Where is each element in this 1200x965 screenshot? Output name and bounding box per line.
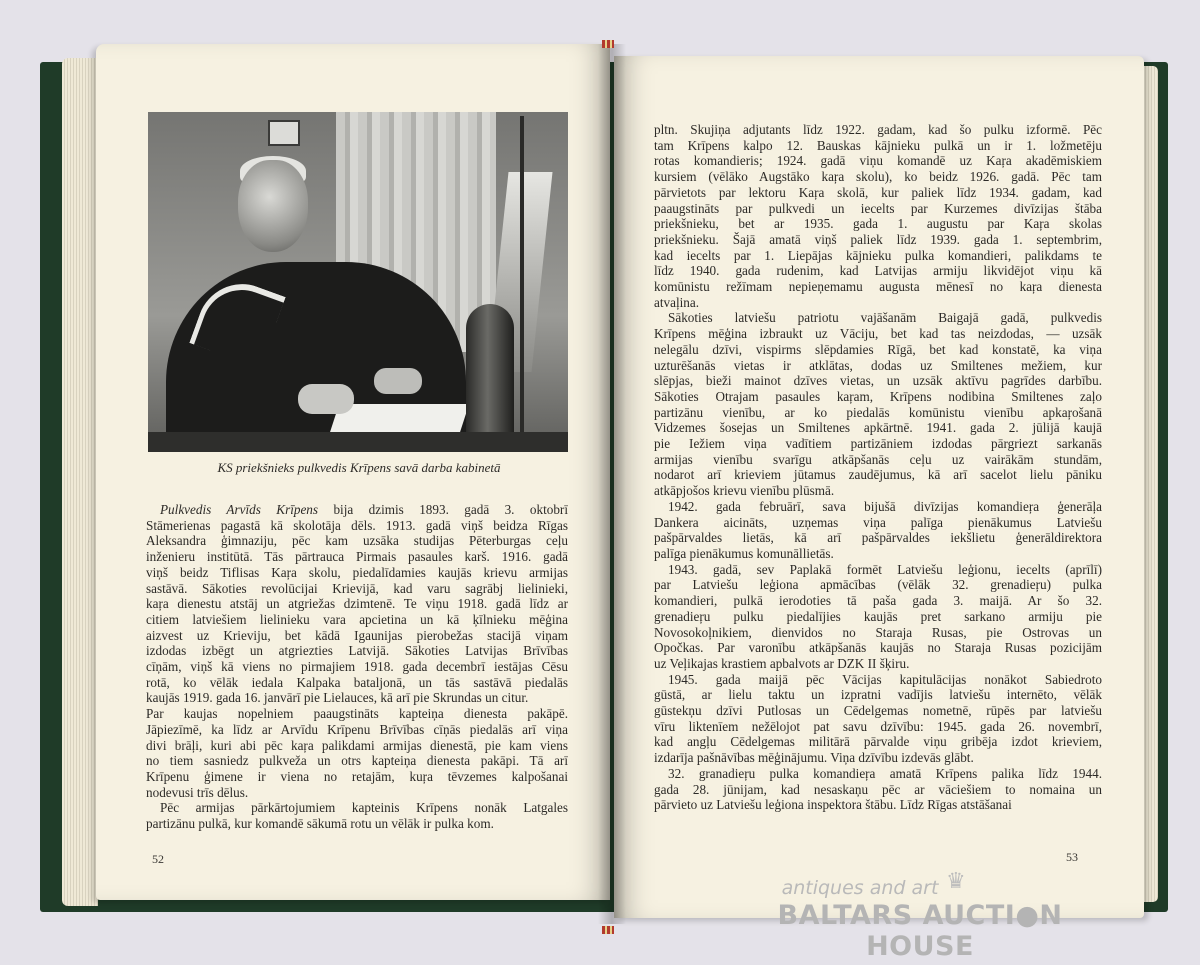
watermark-tagline: antiques and art [781, 877, 939, 899]
text-line: cīņām, viņš kā viens no pirmajiem 1918. gada decembrī iestājas Cēsu [146, 659, 568, 675]
text-line: kaujās 1919. gada 16. janvārī pie Lielauces, kā arī pie Skrundas un citur. [146, 690, 529, 706]
text-line: izdodas izbēgt un atgriezties Latvijā. Sākoties Latvijas Brīvības [146, 643, 568, 659]
text-line: Jāpiezīmē, ka līdz ar Arvīdu Krīpenu Brīvības cīņās piedalās arī viņa [146, 721, 568, 737]
text-line: gada 28. jūnijam, kad nesaskaņu pēc ar vāciešiem to nomaina un [654, 781, 1102, 797]
text-line: partizānu pulkā, kur komandē sākumā rotu un vēlāk ir pulka kom. [146, 816, 494, 832]
text-line: 1943. gadā, sev Paplakā formēt Latviešu leģionu, iecelts (aprīlī) [668, 561, 1102, 577]
text-line: izdarīja pašnāvības mēģinājumu. Viņa dzīvību izdevās glābt. [654, 750, 974, 766]
page-number-right: 53 [1066, 850, 1078, 864]
text-line: citiem latviešiem lielinieku vara apcietina un kā ķīlnieku mēģina [146, 611, 568, 627]
text-line: pie Iežiem viņa vadītiem partizāniem izdodas pārgriezt sarkanās [654, 436, 1102, 452]
text-line: gūstā, ar lielu taktu un izpratni vadījis latviešu internēto, vēlāk [654, 687, 1102, 703]
text-line: pārvieto uz Latviešu leģiona inspektora štābu. Līdz Rīgas atstāšanai [654, 797, 1012, 813]
text-line: rotas komandieris; 1924. gadā viņu komandē uz Kaŗa akadēmiskiem [654, 153, 1102, 169]
text-line: līdz 1940. gada rudenim, kad Latvijas armiju likvidējot viņu kā [654, 263, 1102, 279]
text-line: aizvest uz Krieviju, bet kādā Igaunijas pierobežas stacijā viņam [146, 627, 568, 643]
text-line: rotā, ko vēlāk iedala Kalpaka bataljonā, un tās sastāvā piedalās [146, 674, 568, 690]
text-line: 1942. gada februārī, sava bijušā divīzijas komandieŗa ģenerāļa [668, 498, 1102, 514]
text-line: atvaļina. [654, 294, 700, 310]
text-line: gūstekņu dzīvi Putlosas un Cēdelgemas nometnē, rūpēs par latviešu [654, 703, 1102, 719]
text-line: kad iecelts par 1. Liepājas kājnieku pulka komandieri, palikdams te [654, 247, 1102, 263]
text-line: Aleksandra ģimnaziju, pēc kam uzsāka studijas Pēterburgas ceļu [146, 533, 568, 549]
text-line: sastāvā. Sākoties revolūcijai Krievijā, kad varu sagrābj lielinieki, [146, 580, 568, 596]
text-line: armijas vienību svarīgu atkāpšanās ceļu uz vairākām stundām, [654, 451, 1102, 467]
text-line: pašpārvaldes lietās, kā arī pašpārvaldes iekšlietu ģenerāldirektora [654, 530, 1102, 546]
text-line: pārvietots par lektoru Kaŗa skolā, kur paliek līdz 1934. gadam, kad [654, 184, 1102, 200]
text-line: paaugstināts par pulkvedi un iecelts par Kurzemes divīzijas štāba [654, 200, 1102, 216]
text-line: priekšnieku. Šajā amatā viņš paliek līdz 1939. gada 1. septembrim, [654, 231, 1102, 247]
text-line: Sākoties latviešu patriotu vajāšanām Baigajā gadā, pulkvedis [668, 310, 1102, 326]
text-line: nodarot arī krieviem jūtamus zaudējumus, kā arī sacelot lielu pāniku [654, 467, 1102, 483]
text-line: palīga pienākumus komunāllietās. [654, 545, 834, 561]
text-line: nodevusi trīs dēlus. [146, 784, 249, 800]
portrait-photo [148, 112, 568, 452]
text-line: Krīpenu ģimene ir viena no retajām, kuŗa tēvzemes kalpošanai [146, 768, 568, 784]
text-line: Opočkas. Par varonību atkāpšanās kaujās no Staraja Rusas pozicijām [654, 640, 1102, 656]
crown-icon: ♛ [946, 869, 966, 894]
left-page-text [146, 502, 568, 832]
text-line: uzturēšanās vietas ir atklātas, dodas uz Smiltenes mežiem, kur [654, 357, 1102, 373]
text-line: Pulkvedis Arvīds Krīpens bija dzimis 1893. gadā 3. oktobrī [160, 502, 568, 517]
page-edges-right [1142, 66, 1158, 902]
text-line: 32. granadieŗu pulka komandieŗa amatā Krīpens palika līdz 1944. [668, 765, 1102, 781]
watermark-brand: BALTARS AUCTI●N HOUSE [777, 900, 1063, 962]
text-line: Par kaujas nopelniem paaugstināts kapteiņa dienesta pakāpē. [146, 706, 568, 722]
text-line: komūnistu režīmam nepieņemamu augusta mēnesī no kaŗa dienesta [654, 279, 1102, 295]
text-line: Pēc armijas pārkārtojumiem kapteinis Krīpens nonāk Latgales [160, 800, 568, 816]
text-line: pltn. Skujiņa adjutants līdz 1922. gadam, kad šo pulku izformē. Pēc [654, 122, 1102, 137]
page-edges-left [62, 58, 98, 906]
book-spine-gutter [598, 44, 626, 924]
text-line: Novosokoļnikiem, dienvidos no Staraja Rusas, pie Ostrovas un [654, 624, 1102, 640]
photo-caption: KS priekšnieks pulkvedis Krīpens savā darba kabinetā [217, 460, 501, 475]
text-line: kursiem (vēlāko Augstāko kaŗa skolu), ko beidz 1926. gadā. Pēc tam [654, 169, 1102, 185]
text-line: vīru liktenīem nežēlojot pat savu dzīvību: 1945. gada 26. novembrī, [654, 718, 1102, 734]
text-line: no tiem sasniedz pulkveža un otrs kapteiņa dienesta pakāpi. Tā arī [146, 753, 568, 769]
author-name: Pulkvedis Arvīds Krīpens [160, 502, 319, 517]
page-number-left: 52 [152, 852, 164, 866]
text-line: 1945. gada maijā pēc Vācijas kapitulācijas nonākot Sabiedroto [668, 671, 1102, 687]
text-line: partizānu vienību, ar ko piedalās komūnistu vienību apkaŗošanā [654, 404, 1102, 420]
right-page [614, 56, 1144, 918]
text-line: Stāmerienas pagastā kā skolotāja dēls. 1913. gadā viņš beidza Rīgas [146, 517, 568, 533]
text-line: viņš beidz Tiflisas Kaŗa skolu, piedalīdamies kaujās krievu armijas [146, 564, 568, 580]
text-line: inženieru institūtā. Tās pārtrauca Pirmais pasaules karš. 1916. gadā [146, 549, 568, 565]
text-line: tam Krīpens kalpo 12. Bauskas kājnieku pulkā un ir 1. ložmetēju [654, 137, 1102, 153]
text-line: Vidzemes šosejas un Smiltenes apkārtnē. 1941. gada 2. jūlijā kaujā [654, 420, 1102, 436]
headband-bottom [602, 926, 614, 934]
text-line: divi brāļi, kuri abi pēc kaŗa palikdami armijas dienestā, pie kam viens [146, 737, 568, 753]
right-page-text [654, 122, 1102, 813]
text-line: nelegālu dzīvi, vispirms slēpdamies Rīgā, bet kad konstatē, ka viņa [654, 341, 1102, 357]
text-line: kad angļu Cēdelgemas militārā pārvalde viņu gribēja izdot krieviem, [654, 734, 1102, 750]
left-page [96, 44, 610, 900]
text-line: priekšnieku, bet ar 1935. gada 1. augustu par Kaŗa skolas [654, 216, 1102, 232]
text-line: atkāpjošos krievu vienību plūsmā. [654, 483, 835, 499]
text-line: slēpjas, bieži mainot dzīves vietas, un uzsāk aktīvu pagrīdes darbību. [654, 373, 1102, 389]
text-line: par Latviešu leģiona apmācības (vēlāk 32. grenadieŗu) pulka [654, 577, 1102, 593]
text-line: Krīpens mēģina izbraukt uz Vāciju, bet kad tas neizdodas, — uzsāk [654, 326, 1102, 342]
text-line: uz Veļikajas krastiem apbalvots ar DZK II šķiru. [654, 655, 910, 671]
headband-top [602, 40, 614, 48]
text-line: Dankera aicināts, uzņemas viņa palīga pienākumus Latviešu [654, 514, 1102, 530]
text-line: kaŗa dienestu atstāj un atgriežas dzimtenē. Te viņu 1918. gadā līdz ar [146, 596, 568, 612]
text-line: grenadieŗu pulku piedalījies kaujās pret sarkano armiju pie [654, 608, 1102, 624]
text-line: komandieri, pulkā ierodoties tā paša gada 3. maijā. Ar šo 32. [654, 593, 1102, 609]
text-line: Sākoties Otrajam pasaules kaŗam, Krīpens nodibina Smiltenes zaļo [654, 388, 1102, 404]
